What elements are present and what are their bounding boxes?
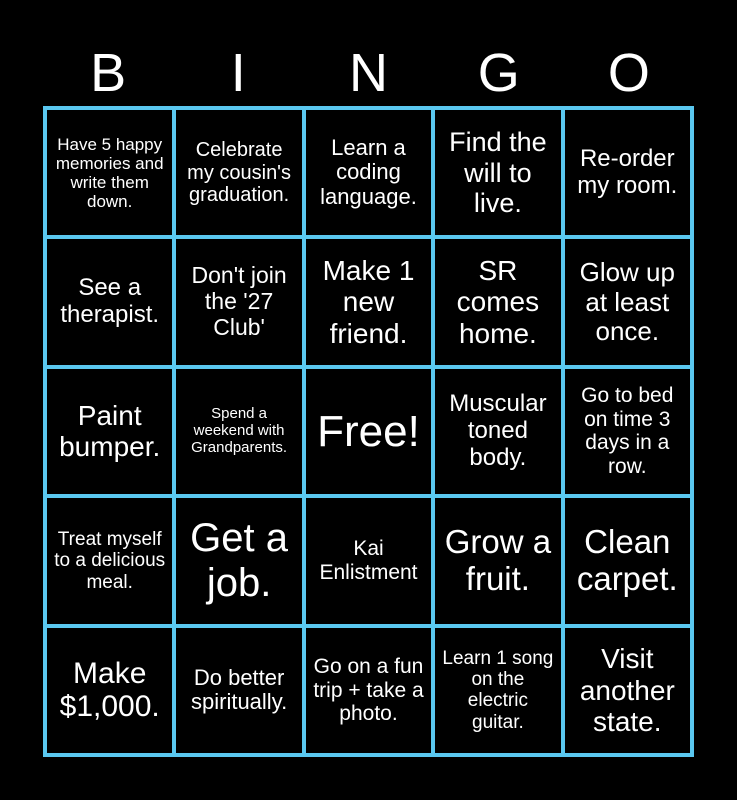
bingo-cell[interactable]: Do better spiritually. <box>176 628 301 753</box>
bingo-cell[interactable]: Clean carpet. <box>565 498 690 623</box>
header-letter-o: O <box>607 43 650 103</box>
bingo-cell[interactable]: Visit another state. <box>565 628 690 753</box>
bingo-cell[interactable]: Spend a weekend with Grandparents. <box>176 369 301 494</box>
bingo-cell[interactable]: Celebrate my cousin's graduation. <box>176 110 301 235</box>
bingo-cell[interactable]: Find the will to live. <box>435 110 560 235</box>
bingo-cell[interactable]: Re-order my room. <box>565 110 690 235</box>
bingo-cell[interactable]: Go to bed on time 3 days in a row. <box>565 369 690 494</box>
free-space[interactable]: Free! <box>306 369 431 494</box>
bingo-cell[interactable]: See a therapist. <box>47 239 172 364</box>
bingo-cell[interactable]: Don't join the '27 Club' <box>176 239 301 364</box>
bingo-cell[interactable]: Go on a fun trip + take a photo. <box>306 628 431 753</box>
bingo-cell[interactable]: Kai Enlistment <box>306 498 431 623</box>
bingo-cell[interactable]: Make $1,000. <box>47 628 172 753</box>
header-letter-i: I <box>230 43 246 103</box>
header-letter-n: N <box>348 43 388 103</box>
bingo-cell[interactable]: Paint bumper. <box>47 369 172 494</box>
bingo-cell[interactable]: Treat myself to a delicious meal. <box>47 498 172 623</box>
bingo-cell[interactable]: Learn 1 song on the electric guitar. <box>435 628 560 753</box>
header-letter-b: B <box>90 43 127 103</box>
bingo-cell[interactable]: Muscular toned body. <box>435 369 560 494</box>
header-letter-g: G <box>477 43 520 103</box>
bingo-header <box>43 40 694 106</box>
bingo-cell[interactable]: Have 5 happy memories and write them down. <box>47 110 172 235</box>
bingo-cell[interactable]: Learn a coding language. <box>306 110 431 235</box>
bingo-cell[interactable]: Grow a fruit. <box>435 498 560 623</box>
bingo-cell[interactable]: Make 1 new friend. <box>306 239 431 364</box>
bingo-cell[interactable]: Get a job. <box>176 498 301 623</box>
bingo-cell[interactable]: Glow up at least once. <box>565 239 690 364</box>
bingo-board <box>43 106 694 757</box>
bingo-cell[interactable]: SR comes home. <box>435 239 560 364</box>
